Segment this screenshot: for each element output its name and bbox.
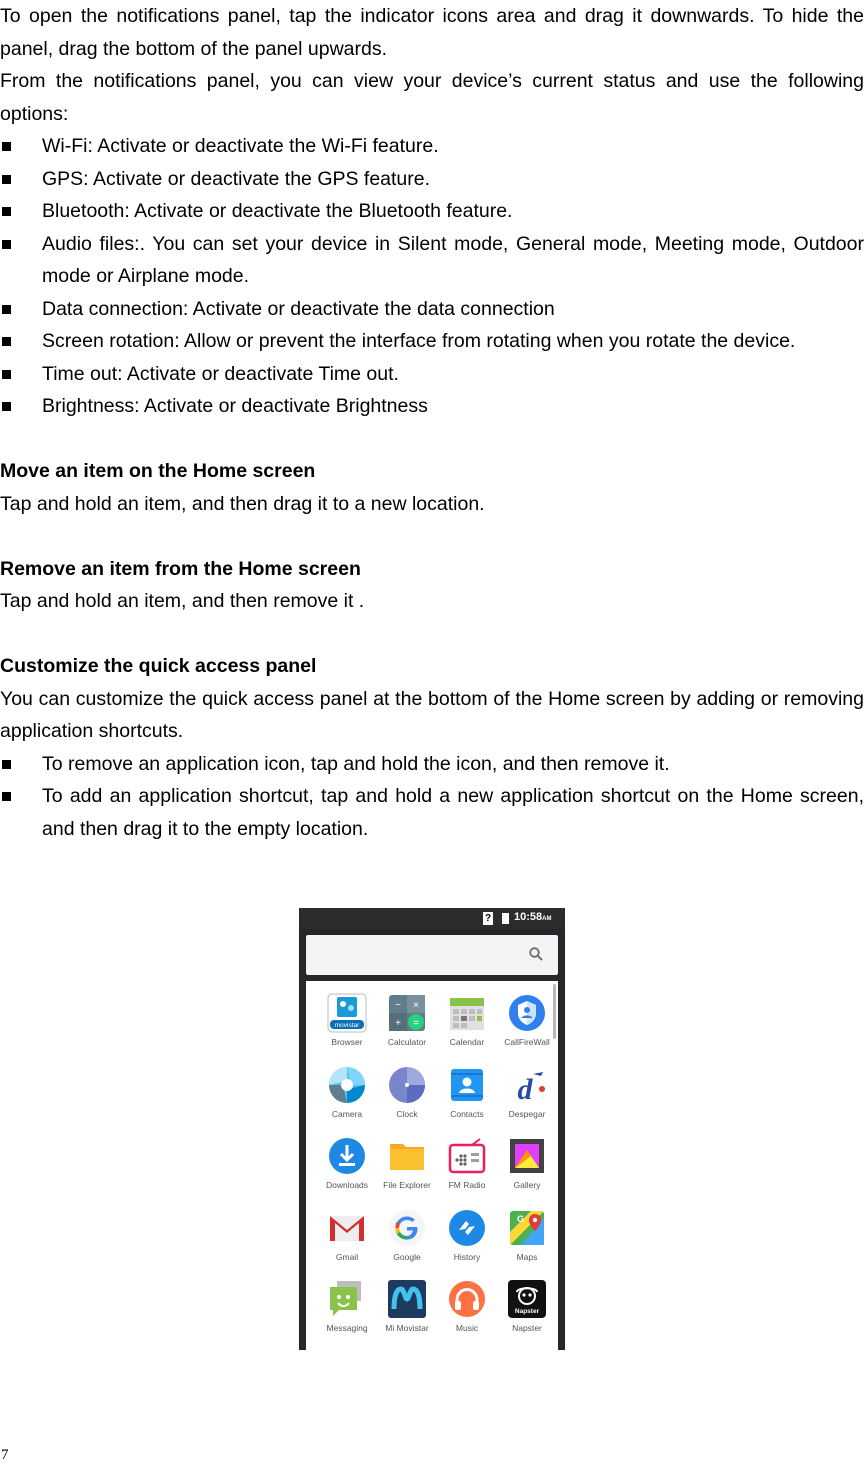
app-label: Browser [331,1037,363,1047]
remove-heading: Remove an item from the Home screen [0,557,361,580]
search-icon[interactable] [528,946,544,962]
app-downloads[interactable] [312,1132,372,1202]
app-google[interactable] [372,1204,432,1274]
app-label: Messaging [326,1323,368,1333]
app-label: Camera [331,1108,363,1119]
app-label: FM Radio [448,1180,486,1190]
app-drawer-screenshot [299,908,565,1350]
app-label: Maps [516,1251,538,1262]
list-item: Data connection: Activate or deactivate the data connection [0,293,864,326]
calculator-icon [387,993,427,1033]
svg-text:=: = [413,1018,419,1029]
svg-text:movistar: movistar [334,1022,360,1029]
app-label: File Explorer [383,1180,431,1190]
intro-paragraph-2: From the notifications panel, you can view your device’s current status and use the following options: [0,70,864,125]
app-despegar[interactable] [492,1061,552,1131]
scrollbar[interactable] [553,984,556,1039]
app-calculator[interactable] [372,989,432,1059]
app-label: Napster [512,1323,542,1333]
gallery-icon [507,1136,547,1176]
svg-text:+: + [395,1018,401,1029]
app-label: Mi Movistar [385,1323,429,1333]
battery-icon [502,913,509,924]
app-browser[interactable] [312,989,372,1059]
app-camera[interactable] [312,1061,372,1131]
shield-icon [507,993,547,1033]
status-bar [299,908,565,929]
maps-icon [507,1208,547,1248]
list-item: To remove an application icon, tap and hold the icon, and then remove it. [0,748,864,781]
svg-text:−: − [395,1000,401,1011]
list-item: Bluetooth: Activate or deactivate the Bluetooth feature. [0,195,864,228]
app-search-bar[interactable] [306,935,558,975]
contacts-icon [447,1065,487,1105]
svg-text:×: × [413,1000,419,1011]
list-item: To add an application shortcut, tap and hold a new application shortcut on the Home screen, and then drag it to the empty location. [0,780,864,845]
options-list [0,130,864,423]
app-contacts[interactable] [432,1061,492,1131]
folder-icon [387,1136,427,1176]
calendar-icon [447,993,487,1033]
gmail-icon [327,1208,367,1248]
app-label: History [453,1251,481,1262]
remove-text: Tap and hold an item, and then remove it . [0,590,365,612]
no-sim-icon: ? [484,913,492,924]
app-maps[interactable] [492,1204,552,1274]
customize-heading: Customize the quick access panel [0,655,317,677]
download-icon [327,1136,367,1176]
svg-text:G: G [517,1213,525,1224]
list-item: Audio files:. You can set your device in Silent mode, General mode, Meeting mode, Outdoor mode or Airplane mode. [0,228,864,293]
status-time: 10:58AM [514,911,552,923]
app-gmail[interactable] [312,1204,372,1274]
app-napster[interactable] [492,1275,552,1345]
svg-text:Napster: Napster [514,1308,540,1315]
movistar-browser-icon [327,993,367,1033]
app-label: Calendar [449,1037,485,1047]
intro-paragraph-1: To open the notifications panel, tap the indicator icons area and drag it downwards. To hide the panel, drag the bottom of the panel upwards. [0,5,864,60]
svg-text:d: d [517,1072,533,1105]
app-history[interactable] [432,1204,492,1274]
app-label: Downloads [325,1180,369,1190]
app-clock[interactable] [372,1061,432,1131]
app-label: Clock [396,1108,418,1119]
napster-icon [507,1279,547,1319]
move-heading: Move an item on the Home screen [0,460,316,482]
app-label: Despegar [508,1108,546,1119]
list-item: GPS: Activate or deactivate the GPS feature. [0,163,864,196]
app-label: Gallery [513,1180,541,1190]
app-grid-panel [306,981,558,1350]
app-gallery[interactable] [492,1132,552,1202]
app-calendar[interactable] [432,989,492,1059]
customize-text: You can customize the quick access panel at the bottom of the Home screen by adding or removing application shortcuts. [0,687,864,742]
app-label: Calculator [387,1037,427,1047]
mi-movistar-icon [387,1279,427,1319]
app-file-explorer[interactable] [372,1132,432,1202]
camera-aperture-icon [327,1065,367,1105]
app-label: Google [393,1251,421,1262]
app-messaging[interactable] [312,1275,372,1345]
app-callfirewall[interactable] [492,989,552,1059]
messaging-icon [327,1279,367,1319]
app-fm-radio[interactable] [432,1132,492,1202]
app-label: Gmail [335,1251,359,1262]
list-item: Time out: Activate or deactivate Time out. [0,358,864,391]
app-label: Music [455,1323,479,1333]
app-label: CallFireWall [504,1037,550,1047]
clock-icon [387,1065,427,1105]
despegar-icon [507,1065,547,1105]
history-icon [447,1208,487,1248]
headphones-icon [447,1279,487,1319]
radio-icon [447,1136,487,1176]
list-item: Screen rotation: Allow or prevent the interface from rotating when you rotate the device. [0,325,864,358]
page-number: 7 [1,1447,9,1463]
app-label: Contacts [450,1108,484,1119]
app-music[interactable] [432,1275,492,1345]
google-icon [387,1208,427,1248]
move-text: Tap and hold an item, and then drag it to a new location. [0,492,485,515]
customize-list [0,748,864,846]
list-item: Wi-Fi: Activate or deactivate the Wi-Fi feature. [0,130,864,163]
app-mi-movistar[interactable] [372,1275,432,1345]
list-item: Brightness: Activate or deactivate Brightness [0,390,864,423]
